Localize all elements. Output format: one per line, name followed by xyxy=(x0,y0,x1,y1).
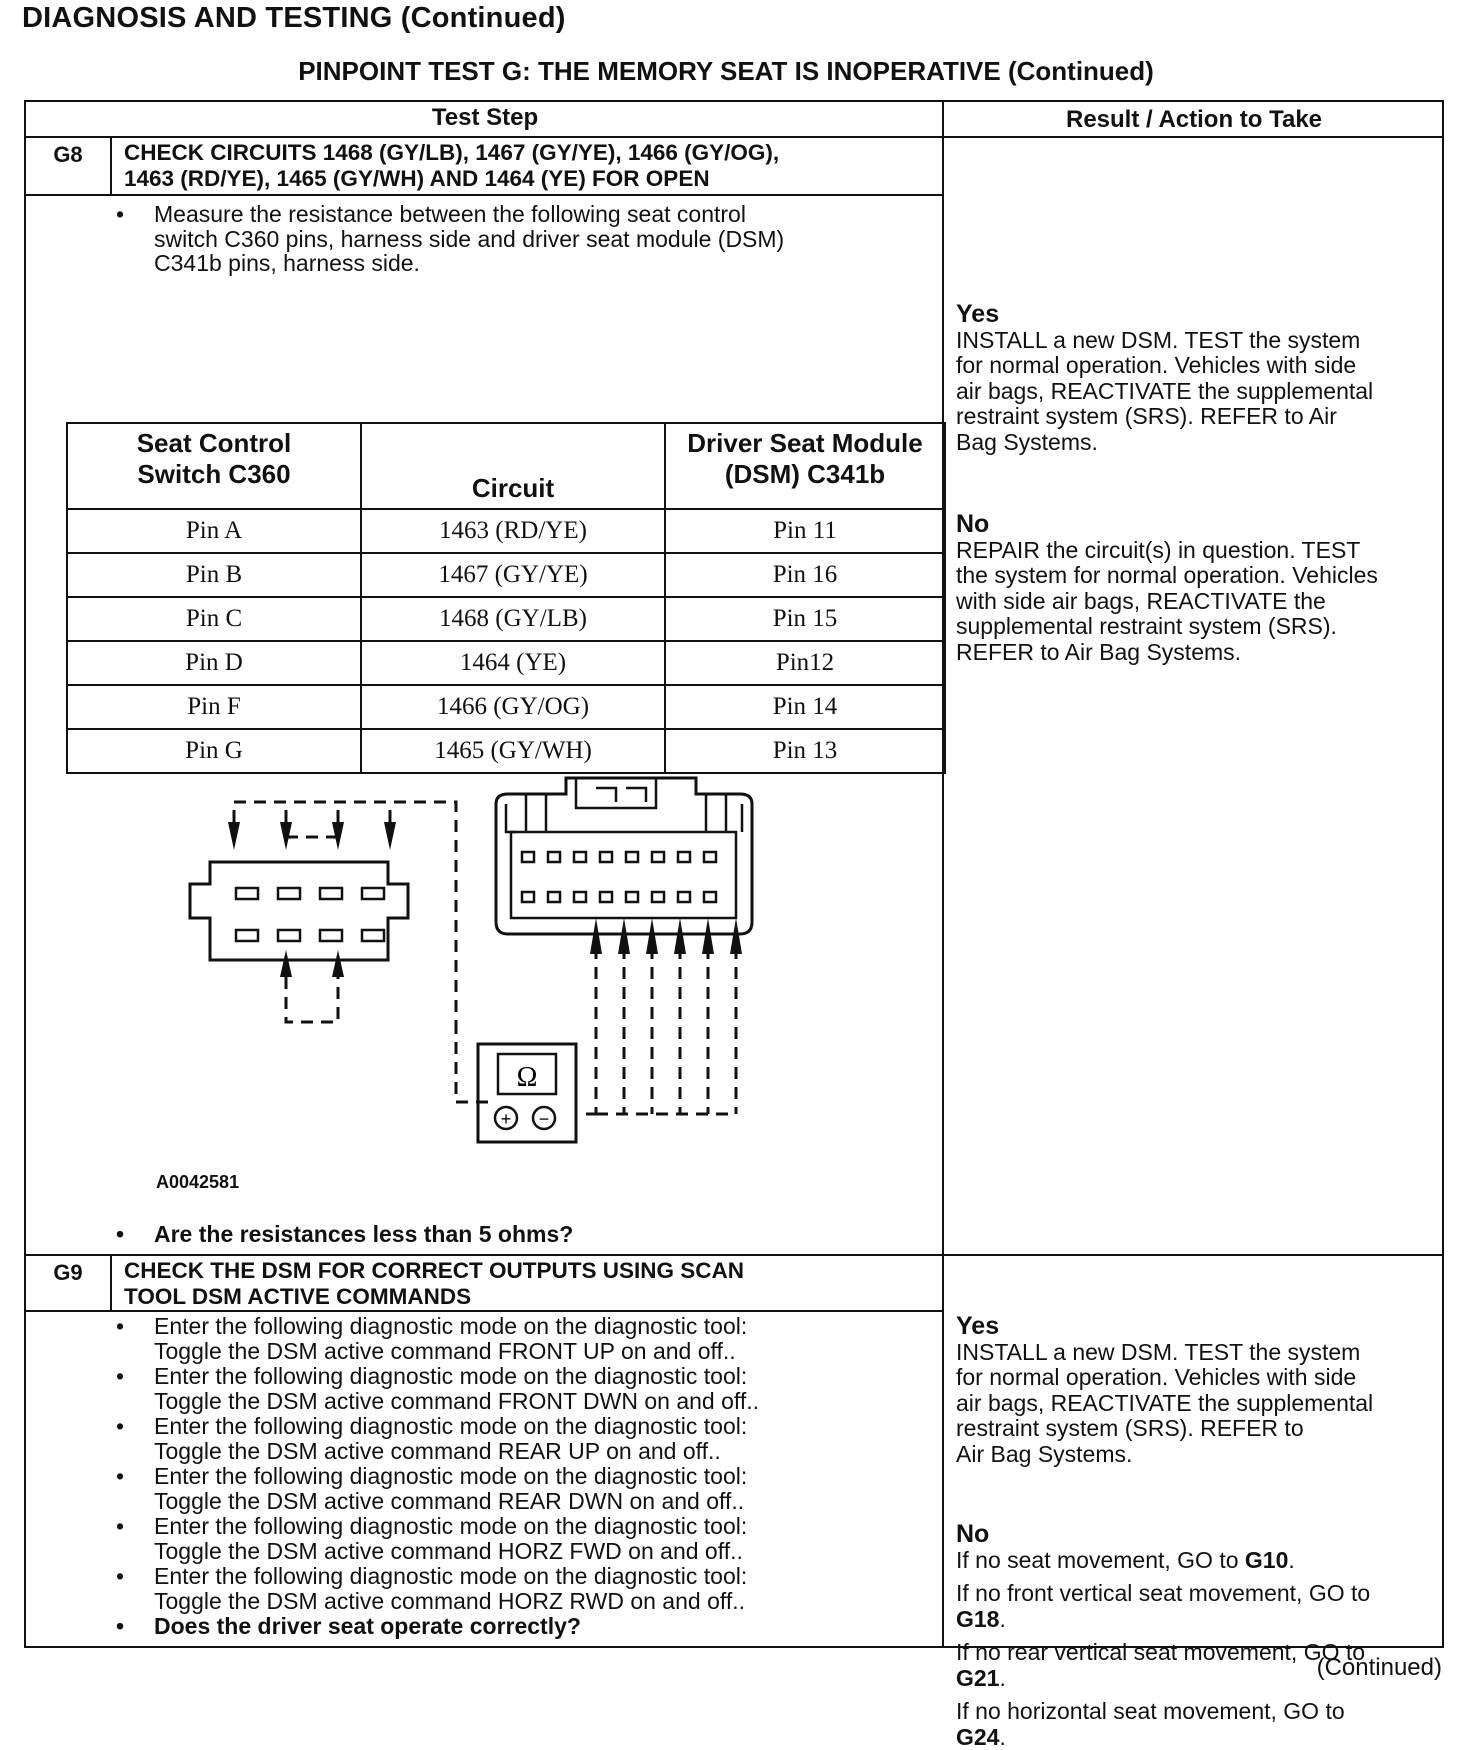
go-to-step-link[interactable]: G21 xyxy=(956,1664,1000,1691)
table-cell: 1464 (YE) xyxy=(361,641,665,685)
bullet-text: Enter the following diagnostic mode on the diagnostic tool: Toggle the DSM active command FRONT DWN on and off.. xyxy=(154,1363,760,1414)
table-cell: 1463 (RD/YE) xyxy=(361,509,665,553)
no-item-end: . xyxy=(999,1664,1006,1691)
g8-no-result xyxy=(956,512,1436,665)
yes-label: Yes xyxy=(956,300,1000,328)
yes-text: INSTALL a new DSM. TEST the system for normal operation. Vehicles with side air bags, REACTIVATE the supplemental restraint system (SRS). REFER to Air Bag Systems. xyxy=(956,1338,1374,1467)
no-item-end: . xyxy=(1288,1546,1295,1573)
step-id-g8: G8 xyxy=(53,142,83,167)
go-to-step-link[interactable]: G18 xyxy=(956,1605,1000,1632)
bullet-dot: • xyxy=(116,1463,125,1489)
table-cell: Pin 13 xyxy=(665,729,945,773)
minus-sign: − xyxy=(538,1109,550,1129)
table-row xyxy=(67,509,945,553)
no-item-end: . xyxy=(999,1605,1006,1632)
bullet-dot: • xyxy=(116,201,125,227)
bullet-text: Enter the following diagnostic mode on the diagnostic tool: Toggle the DSM active command FRONT UP on and off.. xyxy=(154,1313,748,1364)
no-item xyxy=(956,1581,1436,1632)
table-cell: Pin 11 xyxy=(665,509,945,553)
step-id-g9: G9 xyxy=(53,1260,83,1285)
instruction-text: Measure the resistance between the following seat control switch C360 pins, harness side and driver seat module (DSM) C341b pins, harness side. xyxy=(154,201,785,276)
step-heading-divider xyxy=(26,1310,944,1312)
go-to-step-link[interactable]: G24 xyxy=(956,1723,1000,1750)
switch-terminals xyxy=(236,888,384,941)
ohm-symbol: Ω xyxy=(516,1062,538,1093)
bullet-dot: • xyxy=(116,1221,125,1247)
step-id-divider xyxy=(110,136,112,196)
no-item-text: If no front vertical seat movement, GO to xyxy=(956,1580,1371,1606)
no-item-text: If no seat movement, GO to xyxy=(956,1546,1245,1573)
table-cell: Pin 16 xyxy=(665,553,945,597)
table-cell: 1465 (GY/WH) xyxy=(361,729,665,773)
go-to-step-link[interactable]: G10 xyxy=(1244,1546,1289,1573)
table-cell: Pin12 xyxy=(665,641,945,685)
seat-switch-connector xyxy=(190,862,408,960)
table-cell: 1468 (GY/LB) xyxy=(361,597,665,641)
bullet-text: Enter the following diagnostic mode on the diagnostic tool: Toggle the DSM active command HORZ RWD on and off.. xyxy=(154,1563,748,1614)
pin-table-header: Driver Seat Module (DSM) C341b xyxy=(665,423,945,509)
bullet-text: Enter the following diagnostic mode on the diagnostic tool: Toggle the DSM active command REAR DWN on and off.. xyxy=(154,1463,748,1514)
switch-test-leads xyxy=(234,802,492,1102)
figure-id: A0042581 xyxy=(156,1172,240,1192)
dsm-terminals xyxy=(522,852,716,902)
no-item-end: . xyxy=(999,1723,1006,1750)
g8-yes-result xyxy=(956,302,1436,455)
no-item-text: If no rear vertical seat movement, GO to xyxy=(956,1639,1366,1665)
table-cell: Pin F xyxy=(67,685,361,729)
table-cell: Pin G xyxy=(67,729,361,773)
dsm-test-leads xyxy=(586,947,736,1114)
table-cell: Pin C xyxy=(67,597,361,641)
yes-label: Yes xyxy=(956,1312,1000,1340)
continued-label: (Continued) xyxy=(1316,1654,1442,1681)
no-label: No xyxy=(956,510,990,538)
pin-table-header-row xyxy=(67,423,945,509)
table-cell: 1467 (GY/YE) xyxy=(361,553,665,597)
step-divider xyxy=(26,1254,1444,1256)
bullet-dot: • xyxy=(116,1513,125,1539)
table-cell: Pin 15 xyxy=(665,597,945,641)
step-heading-g8: CHECK CIRCUITS 1468 (GY/LB), 1467 (GY/YE), 1466 (GY/OG), 1463 (RD/YE), 1465 (GY/WH) AND 1464 (YE) FOR OPEN xyxy=(124,140,780,191)
dsm-probe-arrows xyxy=(590,918,742,954)
pinpoint-test-title: PINPOINT TEST G: THE MEMORY SEAT IS INOPERATIVE (Continued) xyxy=(298,56,1154,86)
g9-no-result xyxy=(956,1522,1436,1750)
table-cell: Pin A xyxy=(67,509,361,553)
table-cell: 1466 (GY/OG) xyxy=(361,685,665,729)
no-item-text: If no horizontal seat movement, GO to xyxy=(956,1698,1345,1724)
no-item xyxy=(956,1699,1436,1750)
column-header-result: Result / Action to Take xyxy=(1065,106,1323,133)
column-header-test-step: Test Step xyxy=(431,104,539,131)
g9-yes-result xyxy=(956,1314,1436,1467)
table-cell: Pin D xyxy=(67,641,361,685)
no-item xyxy=(956,1548,1436,1574)
yes-text: INSTALL a new DSM. TEST the system for normal operation. Vehicles with side air bags, REACTIVATE the supplemental restraint system (SRS). REFER to Air Bag Systems. xyxy=(956,326,1374,455)
table-cell: Pin 14 xyxy=(665,685,945,729)
header-divider xyxy=(26,136,1444,138)
no-label: No xyxy=(956,1520,990,1548)
table-cell: Pin B xyxy=(67,553,361,597)
bullet-dot: • xyxy=(116,1313,125,1339)
column-divider xyxy=(942,102,944,1648)
plus-sign: + xyxy=(500,1109,512,1129)
question-text: Are the resistances less than 5 ohms? xyxy=(154,1221,574,1247)
bullet-dot: • xyxy=(116,1613,125,1639)
bullet-dot: • xyxy=(116,1563,125,1589)
pin-table-header: Circuit xyxy=(361,423,665,509)
bullet-dot: • xyxy=(116,1413,125,1439)
page-title: DIAGNOSIS AND TESTING (Continued) xyxy=(22,2,566,34)
table-row xyxy=(67,597,945,641)
step-heading-g9: CHECK THE DSM FOR CORRECT OUTPUTS USING SCAN TOOL DSM ACTIVE COMMANDS xyxy=(124,1258,745,1309)
bullet-dot: • xyxy=(116,1363,125,1389)
question-text: Does the driver seat operate correctly? xyxy=(154,1613,581,1639)
wiring-diagram xyxy=(156,722,806,1182)
table-row xyxy=(67,641,945,685)
step-id-divider xyxy=(110,1254,112,1310)
bullet-text: Enter the following diagnostic mode on the diagnostic tool: Toggle the DSM active command REAR UP on and off.. xyxy=(154,1413,748,1464)
table-row xyxy=(67,553,945,597)
bullet-text: Enter the following diagnostic mode on the diagnostic tool: Toggle the DSM active command HORZ FWD on and off.. xyxy=(154,1513,748,1564)
no-text: REPAIR the circuit(s) in question. TEST the system for normal operation. Vehicles with side air bags, REACTIVATE the supplemental restraint system (SRS). REFER to Air Bag Systems. xyxy=(956,536,1378,665)
step-heading-divider xyxy=(26,194,944,196)
pin-table-header: Seat Control Switch C360 xyxy=(67,423,361,509)
